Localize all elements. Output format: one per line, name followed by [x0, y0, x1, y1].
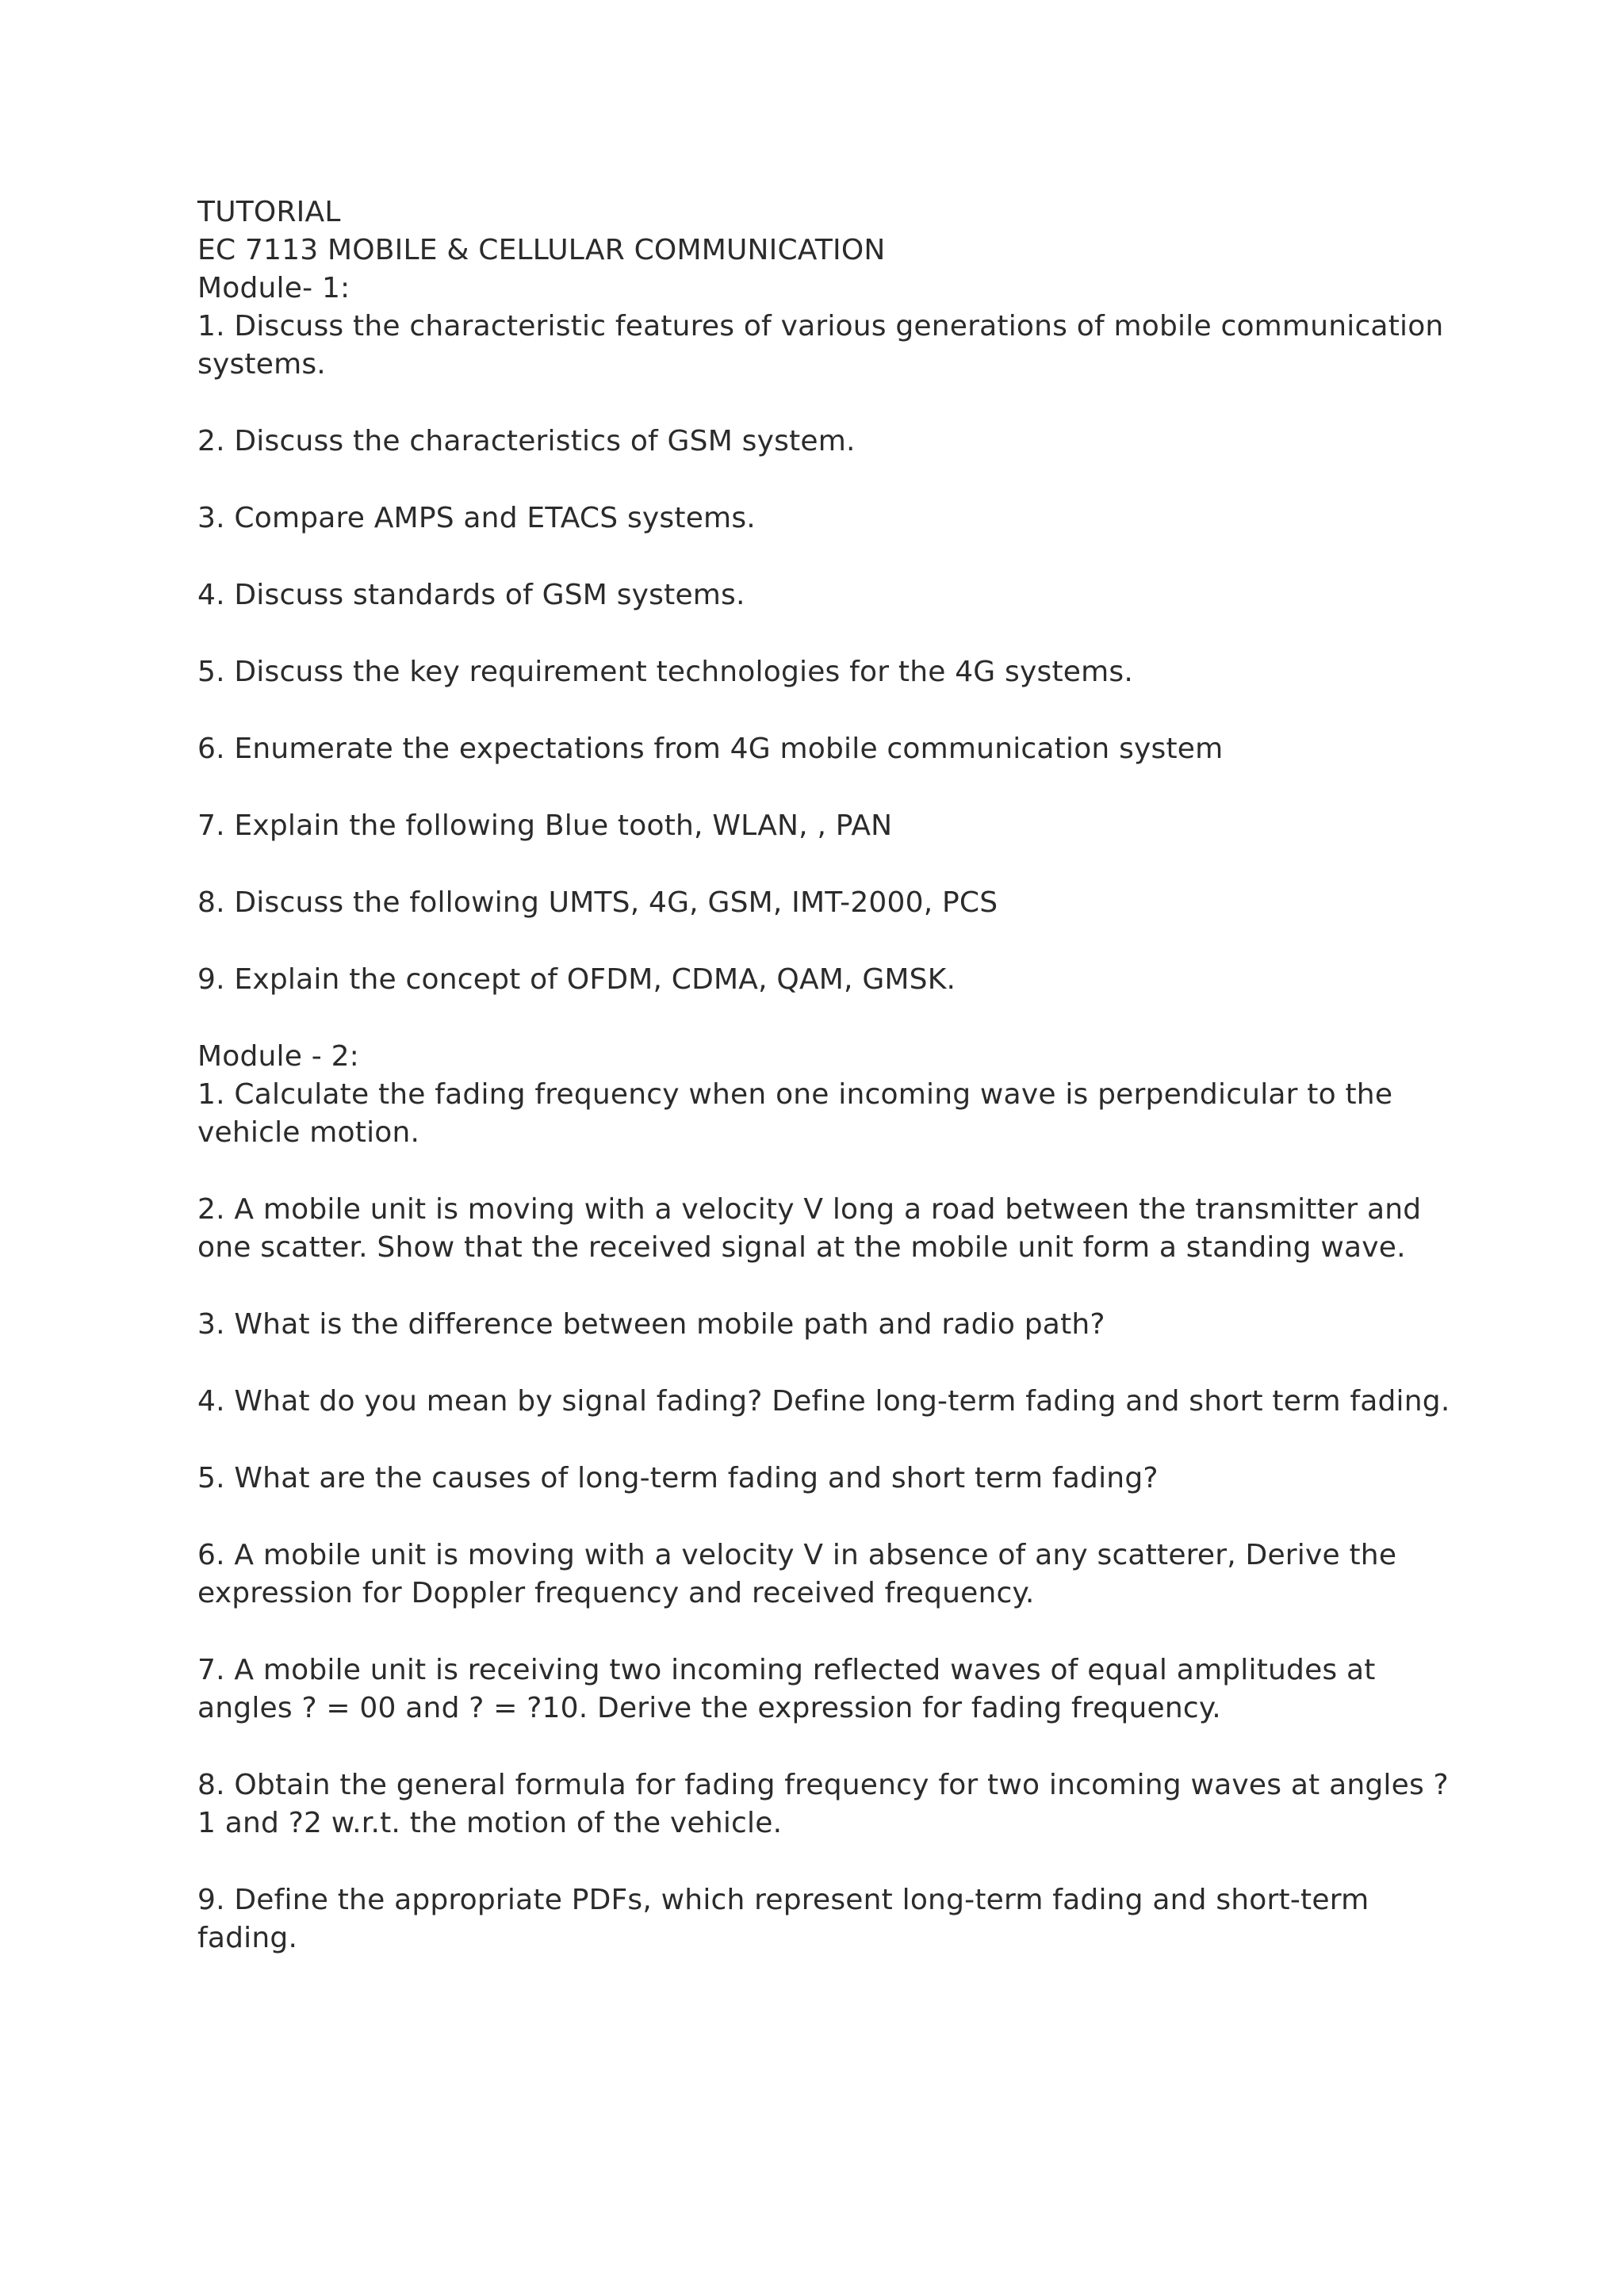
question-item: 4. What do you mean by signal fading? Define long-term fading and short term fading. — [197, 1385, 1450, 1418]
module-1-question-list — [197, 308, 1450, 999]
question-item: 6. A mobile unit is moving with a velocity V in absence of any scatterer, Derive the expression for Doppler frequency and received frequency. — [197, 1539, 1397, 1609]
question-item: 5. What are the causes of long-term fading and short term fading? — [197, 1462, 1159, 1494]
question-item: 7. A mobile unit is receiving two incoming reflected waves of equal amplitudes at angles ? = 00 and ? = ?10. Derive the expression for fading frequency. — [197, 1654, 1376, 1724]
module-2-heading: Module - 2: — [197, 1040, 360, 1073]
question-item: 5. Discuss the key requirement technologies for the 4G systems. — [197, 656, 1133, 688]
question-item: 2. Discuss the characteristics of GSM system. — [197, 425, 856, 457]
question-item: 3. Compare AMPS and ETACS systems. — [197, 502, 756, 534]
module-1-section — [197, 270, 1450, 999]
question-item: 9. Explain the concept of OFDM, CDMA, QAM, GMSK. — [197, 963, 956, 996]
course-title: EC 7113 MOBILE & CELLULAR COMMUNICATION — [197, 234, 886, 266]
module-2-section — [197, 1038, 1450, 1957]
question-item: 1. Discuss the characteristic features of various generations of mobile communication systems. — [197, 310, 1444, 381]
question-item: 4. Discuss standards of GSM systems. — [197, 579, 745, 611]
question-item: 2. A mobile unit is moving with a velocity V long a road between the transmitter and one scatter. Show that the received signal at the mobile unit form a standing wave. — [197, 1193, 1422, 1264]
question-item: 9. Define the appropriate PDFs, which represent long-term fading and short-term fading. — [197, 1884, 1369, 1954]
document-title: TUTORIAL — [197, 196, 341, 228]
question-item: 7. Explain the following Blue tooth, WLAN, , PAN — [197, 809, 893, 842]
question-item: 8. Obtain the general formula for fading frequency for two incoming waves at angles ?1 and ?2 w.r.t. the motion of the vehicle. — [197, 1769, 1449, 1839]
module-1-heading: Module- 1: — [197, 272, 350, 304]
question-item: 1. Calculate the fading frequency when one incoming wave is perpendicular to the vehicle motion. — [197, 1078, 1393, 1149]
question-item: 3. What is the difference between mobile path and radio path? — [197, 1308, 1105, 1341]
question-item: 8. Discuss the following UMTS, 4G, GSM, IMT-2000, PCS — [197, 886, 998, 919]
document-body — [197, 193, 1450, 1996]
module-2-question-list — [197, 1076, 1450, 1957]
question-item: 6. Enumerate the expectations from 4G mobile communication system — [197, 733, 1224, 765]
